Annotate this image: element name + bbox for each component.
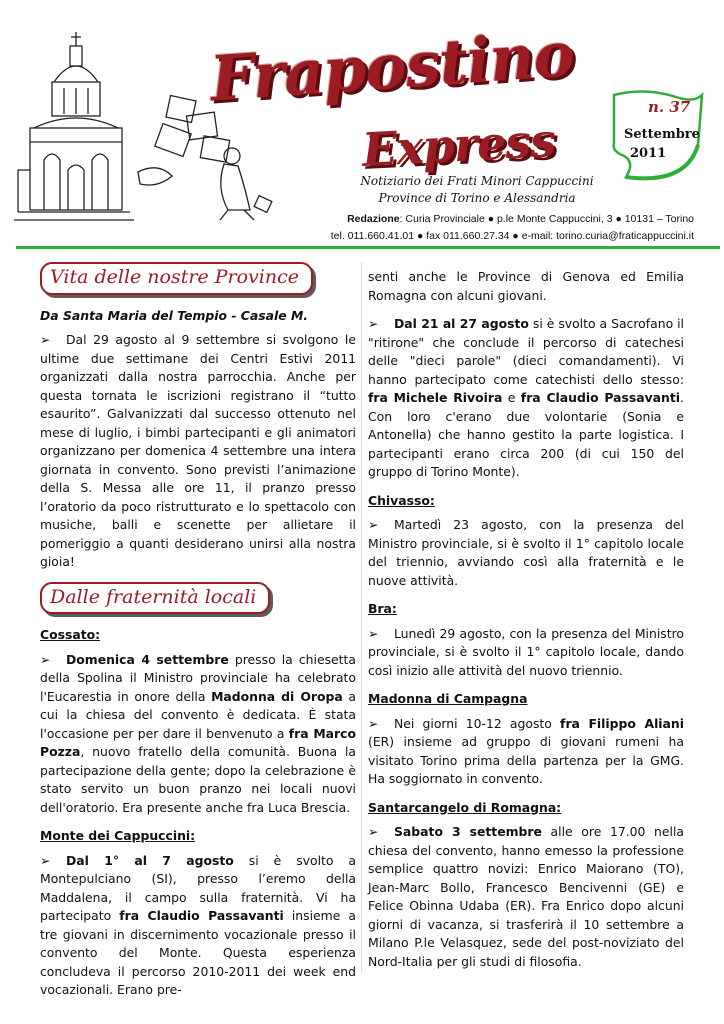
santarcangelo-text: alle ore 17.00 nella chiesa del convento, hanno emesso la professione semplice quattro novizi: Enrico Maiorano (TO), Jean-Marc Bollo, Francesco Bencivenni (GE) e Felice Obinna Udaba (ER). Fra Enrico dopo alcuni giorni di vacanza, si trasferirà il 10 settembre a Milano P.le Velasquez, sede del post-noviziato del Nord-Italia per gli studi di filosofia. <box>368 824 684 969</box>
sacrofano-date: Dal 21 al 27 agosto <box>394 316 529 331</box>
article-place-casale: Da Santa Maria del Tempio - Casale M. <box>40 307 308 323</box>
section-title-fraternita: Dalle fraternità locali <box>40 582 270 615</box>
bullet-arrow-icon: ➢ <box>368 517 379 532</box>
newsletter-description <box>352 173 602 207</box>
cossato-fra-marco: fra Marco Pozza <box>40 725 356 759</box>
newsletter-title: Frapostino <box>207 17 577 116</box>
sacrofano-text-2: e <box>502 390 521 405</box>
article-cossato <box>40 651 356 818</box>
bullet-arrow-icon: ➢ <box>368 625 379 641</box>
issue-month: Settembre <box>624 127 700 142</box>
cossato-text-1: presso la chiesetta della Spolina il Ministro provinciale ha celebrato l'Eucarestia in onore della <box>40 651 356 704</box>
article-santarcangelo <box>368 823 684 971</box>
campagna-fra-filippo: fra Filippo Aliani <box>560 715 684 731</box>
church-drawing-icon <box>14 30 134 230</box>
editorial-info <box>331 211 694 245</box>
article-monte-continued: senti anche le Province di Genova ed Emilia Romagna con alcuni giovani. <box>368 269 684 303</box>
article-casale <box>40 331 356 572</box>
article-place-monte: Monte dei Cappuccini: <box>40 828 196 843</box>
bullet-arrow-icon: ➢ <box>368 824 379 839</box>
chivasso-text: Martedì 23 agosto, con la presenza del Ministro provinciale, si è svolto il 1° capitolo locale del triennio, avviando così alla fraternità e le nuove attività. <box>368 517 684 588</box>
notiziario-line-2: Province di Torino e Alessandria <box>378 191 576 205</box>
redazione-label: Redazione <box>347 213 400 225</box>
header-divider <box>16 246 720 249</box>
editorial-contacts: tel. 011.660.41.01 ● fax 011.660.27.34 ● e-mail: torino.curia@fraticappuccini.it <box>330 230 694 242</box>
monte-date: Dal 1° al 7 agosto <box>66 852 234 868</box>
bullet-arrow-icon: ➢ <box>40 651 51 667</box>
campagna-text-1: Nei giorni 10-12 agosto <box>394 715 561 731</box>
newsletter-subtitle: Express <box>360 112 557 178</box>
article-place-santarcangelo: Santarcangelo di Romagna: <box>368 799 562 815</box>
monte-text-1: si è svolto a Montepulciano (SI), presso l’eremo della Maddalena, il campo sulla fraternità. Vi ha partecipato <box>40 852 356 923</box>
monte-fra-claudio: fra Claudio Passavanti <box>119 908 284 923</box>
bullet-arrow-icon: ➢ <box>368 715 379 731</box>
masthead <box>0 0 724 250</box>
cossato-date: Domenica 4 settembre <box>66 651 229 667</box>
article-monte <box>40 852 356 1000</box>
article-bra <box>368 625 684 681</box>
article-place-cossato: Cossato: <box>40 627 101 642</box>
left-column <box>40 262 356 1000</box>
article-sacrofano <box>368 315 684 482</box>
article-place-bra: Bra: <box>368 601 397 616</box>
sacrofano-text-1: si è svolto a Sacrofano il "ritirone" che conclude il percorso di catechesi delle "dieci parole" (dieci comandamenti). Vi hanno partecipato come catechisti dello stesso: <box>368 316 684 387</box>
campagna-text-2: (ER) insieme ad gruppo di giovani rumeni ha visitato Torino prima della partenza per la GMG. Ha soggiornato in convento. <box>368 734 684 786</box>
editorial-address-line <box>331 211 694 228</box>
cossato-text-3: , nuovo fratello della comunità. Buona la partecipazione della gente; dopo la celebrazione è stato servito un buon pranzo nei locali nuovi dell'oratorio. Era presente anche fra Luca Brescia. <box>40 744 356 815</box>
article-place-campagna: Madonna di Campagna <box>368 691 528 706</box>
sacrofano-fra-claudio: fra Claudio Passavanti <box>520 390 681 405</box>
article-campagna <box>368 715 684 789</box>
bra-text: Lunedì 29 agosto, con la presenza del Ministro provinciale, si è svolto il 1° capitolo locale, dando così inizio alle attività del nuovo triennio. <box>368 625 684 678</box>
cossato-text-2: a cui la chiesa del convento è dedicata. È stata l'occasione per per dare il benvenuto a <box>40 688 356 741</box>
bullet-arrow-icon: ➢ <box>368 316 379 331</box>
issue-number: n. 37 <box>648 98 691 116</box>
article-chivasso <box>368 516 684 590</box>
cossato-madonna: Madonna di Oropa <box>211 688 343 704</box>
bullet-arrow-icon: ➢ <box>40 852 51 868</box>
santarcangelo-date: Sabato 3 settembre <box>394 824 542 839</box>
sacrofano-fra-michele: fra Michele Rivoira <box>368 390 503 405</box>
sacrofano-text-3: . Con loro c'erano due volontarie (Sonia e Antonella) che hanno gestito la parte logistica. I partecipanti erano circa 200 (di cui 150 del gruppo di Torino Monte). <box>368 390 684 479</box>
bullet-arrow-icon: ➢ <box>40 332 51 347</box>
right-column <box>368 268 684 971</box>
section-title-province: Vita delle nostre Province <box>40 262 313 295</box>
article-place-chivasso: Chivasso: <box>368 492 435 508</box>
column-divider <box>361 262 362 972</box>
monte-text-2: insieme a tre giovani in discernimento vocazionale presso il convento del Monte. Questa esperienza concludeva il percorso 2010-2011 dei week end vocazionali. Erano pre- <box>40 908 356 997</box>
redazione-address: : Curia Provinciale ● p.le Monte Cappuccini, 3 ● 10131 – Torino <box>399 213 694 225</box>
notiziario-line-1: Notiziario dei Frati Minori Cappuccini <box>360 174 594 188</box>
article-casale-text: Dal 29 agosto al 9 settembre si svolgono le ultime due settimane dei Centri Estivi 2011 organizzati dalla nostra parrocchia. Anche per questa tornata le iscrizioni registrano il “tutto esaurito”. Galvanizzati dal successo ottenuto nel mese di luglio, i bimbi partecipanti e gli animatori organizzano per domenica 4 settembre una intera giornata in convento. Sono previsti l’animazione della S. Messa alle ore 11, il pranzo presso l’oratorio da poco ristrutturato e lo spettacolo con musiche, balli e scenette per allietare il pomeriggio a quanti desiderano unirsi alla nostra gioia! <box>40 332 356 569</box>
issue-year: 2011 <box>630 146 667 161</box>
